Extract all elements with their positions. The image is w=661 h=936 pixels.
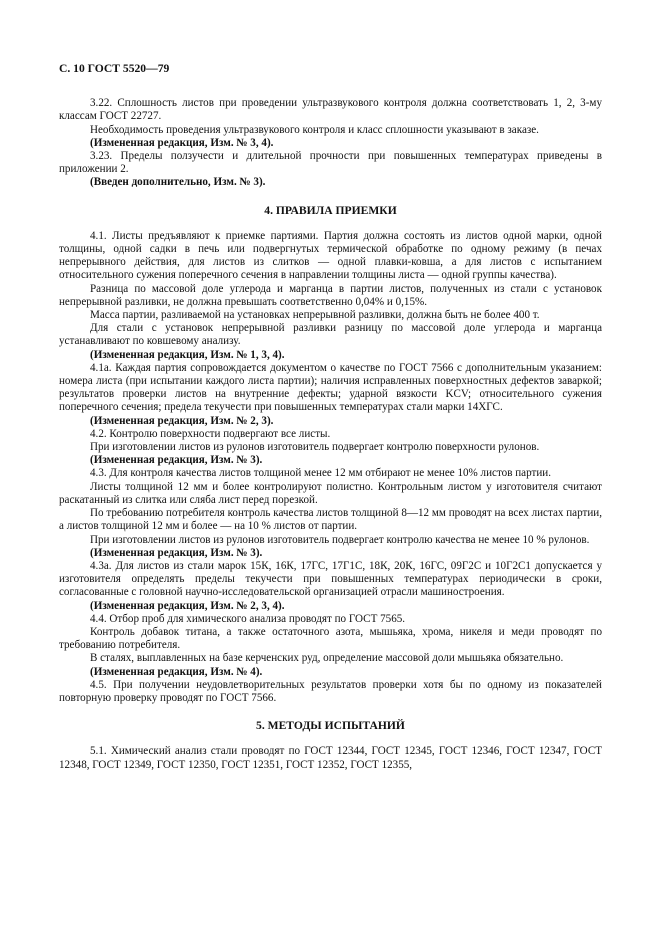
paragraph: 3.22. Сплошность листов при проведении ультразвукового контроля должна соответствовать 1, 2, 3-му классам ГОСТ 22727. (59, 97, 602, 123)
page-header: С. 10 ГОСТ 5520—79 (59, 62, 170, 75)
paragraph: Контроль добавок титана, а также остаточного азота, мышьяка, хрома, никеля и меди проводят по требованию потребителя. (59, 625, 602, 652)
paragraph: 4.1. Листы предъявляют к приемке партиями. Партия должна состоять из листов одной марки, одной толщины, одной садки в печь или подвергнутых термической обработке по одному режиму (в печах непрерывного действия, для листов из слитков — одной плавки-ковша, а для листов с испытанием относительного сужения поперечного сечения в направлении толщины листа — одной группы качества). (59, 229, 602, 282)
paragraph: 4.5. При получении неудовлетворительных результатов проверки хотя бы по одному из показателей повторную проверку проводят по ГОСТ 7566. (59, 678, 602, 704)
amendment-note: (Введен дополнительно, Изм. № 3). (90, 176, 266, 189)
paragraph: При изготовлении листов из рулонов изготовитель подвергает контролю поверхности рулонов. (90, 441, 540, 454)
amendment-note: (Измененная редакция, Изм. № 2, 3, 4). (90, 599, 285, 612)
section-heading: 4. ПРАВИЛА ПРИЕМКИ (264, 203, 397, 217)
amendment-note: (Измененная редакция, Изм. № 4). (90, 665, 263, 678)
paragraph: При изготовлении листов из рулонов изготовитель подвергает контролю качества не менее 10 % рулонов. (90, 533, 590, 546)
amendment-note: (Измененная редакция, Изм. № 1, 3, 4). (90, 348, 285, 361)
amendment-note: (Измененная редакция, Изм. № 2, 3). (90, 414, 274, 427)
amendment-note: (Измененная редакция, Изм. № 3, 4). (90, 136, 274, 149)
paragraph: По требованию потребителя контроль качества листов толщиной 8—12 мм проводят на всех листах партии, а листов толщиной 12 мм и более — на 10 % листов от партии. (59, 507, 602, 533)
paragraph: В сталях, выплавленных на базе керченских руд, определение массовой доли мышьяка обязательно. (90, 652, 564, 665)
amendment-note: (Измененная редакция, Изм. № 3). (90, 454, 263, 467)
paragraph: 4.3а. Для листов из стали марок 15К, 16К, 17ГС, 17Г1С, 18К, 20К, 16ГС, 09Г2С и 10Г2С1 допускается у изготовителя определять пределы текучести при повышенных температурах периодически в сроки, согласованные с головной научно-исследовательской организацией отрасли машиностроения. (59, 559, 602, 599)
paragraph: Для стали с установок непрерывной разливки разницу по массовой доле углерода и марганца устанавливают по ковшевому анализу. (59, 322, 602, 348)
amendment-note: (Измененная редакция, Изм. № 3). (90, 546, 263, 559)
paragraph: Листы толщиной 12 мм и более контролируют полистно. Контрольным листом у изготовителя считают раскатанный из слитка или сляба лист перед порезкой. (59, 480, 602, 506)
paragraph: 4.3. Для контроля качества листов толщиной менее 12 мм отбирают не менее 10% листов партии. (90, 467, 551, 480)
paragraph: Необходимость проведения ультразвукового контроля и класс сплошности указывают в заказе. (90, 123, 539, 136)
document-body (59, 97, 602, 772)
paragraph: 4.2. Контролю поверхности подвергают все листы. (90, 427, 331, 440)
paragraph: 4.1а. Каждая партия сопровождается документом о качестве по ГОСТ 7566 с дополнительным указанием: номера листа (при испытании каждого листа партии); наличия исправленных поверхностных дефектов заваркой; результатов проверки листов на внутренние дефекты; ударной вязкости KCV; относительного сужения поперечного сечения; предела текучести при повышенных температурах стали марки 14ХГС. (59, 361, 602, 414)
paragraph: 3.23. Пределы ползучести и длительной прочности при повышенных температурах приведены в приложении 2. (59, 150, 602, 176)
paragraph: Масса партии, разливаемой на установках непрерывной разливки, должна быть не более 400 т. (90, 309, 540, 322)
paragraph: 5.1. Химический анализ стали проводят по ГОСТ 12344, ГОСТ 12345, ГОСТ 12346, ГОСТ 12347, ГОСТ 12348, ГОСТ 12349, ГОСТ 12350, ГОСТ 12351, ГОСТ 12352, ГОСТ 12355, (59, 745, 602, 771)
paragraph: Разница по массовой доле углерода и марганца в партии листов, полученных из стали с установок непрерывной разливки, не должна превышать соответственно 0,04% и 0,15%. (59, 282, 602, 308)
section-heading: 5. МЕТОДЫ ИСПЫТАНИЙ (256, 719, 405, 733)
paragraph: 4.4. Отбор проб для химического анализа проводят по ГОСТ 7565. (90, 612, 406, 625)
